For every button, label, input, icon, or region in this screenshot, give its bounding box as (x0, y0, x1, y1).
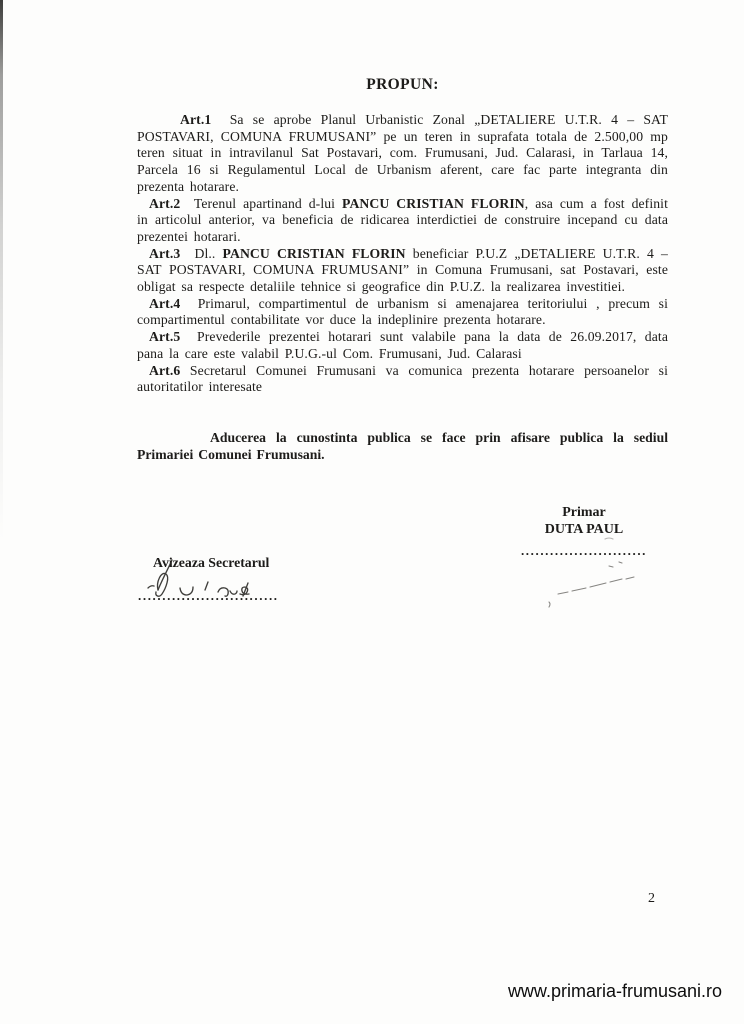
mayor-title: Primar (562, 505, 606, 520)
footer-website-url: www.primaria-frumusani.ro (507, 981, 722, 1001)
page-title: PROPUN: (366, 76, 439, 93)
articles-block (137, 112, 668, 396)
article-6: Art.6 Secretarul Comunei Frumusani va comunica prezenta hotarare persoanelor si autoritatilor interesate (137, 362, 668, 395)
article-2: Art.2 Terenul apartinand d-lui PANCU CRISTIAN FLORIN, asa cum a fost definit in articolul anterior, va beneficia de ridicarea interdictiei de construire incepand cu data prezentei hotarari. (137, 195, 668, 244)
mayor-name: DUTA PAUL (544, 521, 624, 537)
mayor-signature-handwriting (540, 534, 670, 612)
secretary-approval-label: Avizeaza Secretarul (153, 555, 270, 570)
page-number: 2 (648, 891, 655, 906)
secretary-signature-line: ............................. (138, 588, 279, 603)
mayor-signature-line: .......................... (520, 543, 648, 558)
article-3: Art.3 Dl.. PANCU CRISTIAN FLORIN beneficiar P.U.Z „DETALIERE U.T.R. 4 – SAT POSTAVARI, COMUNA FRUMUSANI” in Comuna Frumusani, sat Postavari, este obligat sa respecte detaliile tehnice si geografice din P.U.Z. la realizarea investitiei. (137, 245, 668, 295)
secretary-signature-handwriting (136, 554, 296, 604)
article-4: Art.4 Primarul, compartimentul de urbanism si amenajarea teritoriului , precum si compartimentul contabilitate vor duce la indeplinire prezenta hotarare. (137, 295, 668, 328)
article-5: Art.5 Prevederile prezentei hotarari sunt valabile pana la data de 26.09.2017, data pana la care este valabil P.U.G.-ul Com. Frumusani, Jud. Calarasi (137, 329, 668, 361)
article-1: Art.1 Sa se aprobe Planul Urbanistic Zonal „DETALIERE U.T.R. 4 – SAT POSTAVARI, COMUNA FRUMUSANI” pe un teren in suprafata totala de 2.500,00 mp teren situat in intravilanul Sat Postavari, com. Frumusani, Jud. Calarasi, in Tarlaua 14, Parcela 16 si Regulamentul Local de Urbanism aferent, care fac parte integranta din prezenta hotarare. (137, 112, 668, 194)
closing-paragraph: Aducerea la cunostinta publica se face prin afisare publica la sediul Primariei Comunei Frumusani. (137, 430, 668, 463)
scan-edge-artifact (0, 0, 3, 540)
